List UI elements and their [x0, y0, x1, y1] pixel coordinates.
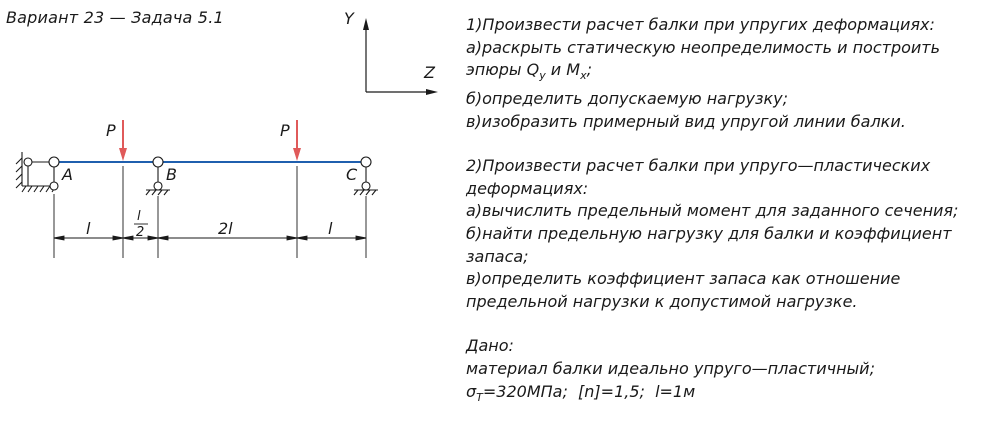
dimension-label-4: l: [328, 219, 333, 238]
part2-item-c-cont: предельной нагрузки к допустимой нагрузке.: [466, 291, 858, 311]
axes: [344, 9, 438, 95]
subscript-x: x: [580, 69, 587, 83]
dimension-extension-lines: [54, 166, 366, 258]
beam-diagram: [0, 0, 460, 300]
dimension-label-2-denominator: 2: [136, 225, 145, 240]
given-title: Дано:: [466, 336, 514, 356]
part2-item-a: а)вычислить предельный момент для заданного сечения;: [466, 201, 959, 221]
part1-item-b: б)определить допускаемую нагрузку;: [466, 88, 789, 108]
dimension-label-2-numerator: l: [137, 209, 141, 224]
diagrams-mid: и M: [545, 60, 581, 80]
part1-title: 1)Произвести расчет балки при упругих деформациях:: [466, 15, 935, 34]
task-text: [466, 14, 996, 409]
part1-item-a-cont: [466, 59, 996, 88]
safety-factor: [n]=1,5;: [578, 381, 645, 401]
support-label-b: B: [166, 165, 177, 184]
z-axis-label: Z: [424, 63, 435, 82]
load-arrow-1: [119, 120, 127, 161]
support-label-c: C: [346, 165, 358, 184]
given-material: материал балки идеально упруго—пластичный;: [466, 358, 875, 378]
part1-item-a: а)раскрыть статическую неопределимость и построить: [466, 37, 941, 57]
dimension-label-3: 2l: [218, 219, 233, 238]
sigma-value: =320МПа;: [482, 381, 568, 401]
given-values: [466, 381, 996, 410]
part2-item-b: б)найти предельную нагрузку для балки и коэффициент: [466, 223, 952, 243]
load-label-1: P: [106, 121, 116, 140]
dimension-label-1: l: [86, 219, 91, 238]
subscript-y: y: [539, 69, 546, 83]
length-value: l=1м: [655, 381, 696, 401]
support-label-a: A: [62, 165, 73, 184]
pin-support-a: [49, 157, 59, 190]
part2-title: 2)Произвести расчет балки при упруго—пластических: [466, 156, 931, 176]
load-label-2: P: [280, 121, 290, 140]
variant-title: Вариант 23 — Задача 5.1: [6, 8, 224, 27]
part2-item-b-cont: запаса;: [466, 246, 529, 266]
y-axis-arrowhead: [363, 18, 369, 30]
part2-item-c: в)определить коэффициент запаса как отношение: [466, 269, 901, 289]
diagrams-end: ;: [586, 60, 592, 80]
load-arrow-2: [293, 120, 301, 161]
dimension-line: [54, 236, 366, 240]
sigma-symbol: σ: [466, 381, 477, 401]
diagrams-prefix: эпюры Q: [466, 60, 540, 80]
part1-item-c: в)изобразить примерный вид упругой линии балки.: [466, 111, 906, 131]
part2-title-cont: деформациях:: [466, 178, 589, 198]
y-axis-label: Y: [344, 9, 354, 28]
z-axis-arrowhead: [426, 89, 438, 95]
sigma-subscript: T: [476, 390, 483, 404]
